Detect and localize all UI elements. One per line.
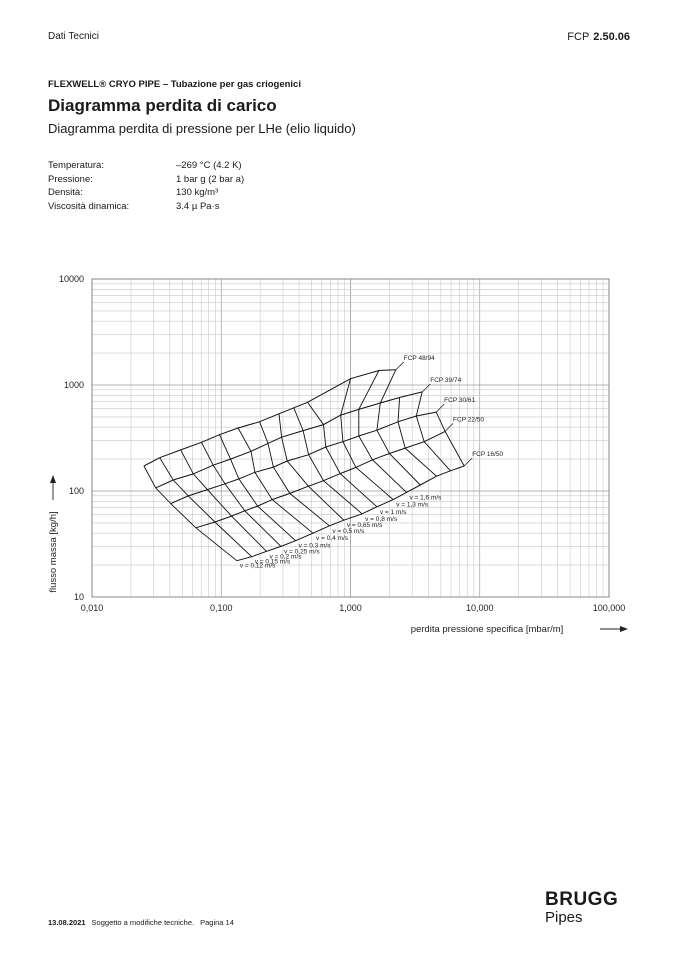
velocity-label: v = 0,4 m/s bbox=[316, 535, 349, 543]
footer-note: Soggetto a modifiche tecniche. bbox=[91, 918, 195, 927]
velocity-label: v = 0,25 m/s bbox=[284, 548, 320, 556]
page-title: Diagramma perdita di carico bbox=[48, 96, 277, 115]
pipe-label: FCP 16/50 bbox=[472, 451, 504, 459]
velocity-line bbox=[398, 398, 437, 477]
y-axis-label: flusso massa [kg/h] bbox=[48, 511, 59, 593]
page-subtitle: Diagramma perdita di pressione per LHe (elio liquido) bbox=[48, 121, 356, 136]
y-tick-label: 10 bbox=[73, 592, 84, 602]
velocity-label: v = 0,15 m/s bbox=[254, 558, 291, 566]
section-label: Dati Tecnici bbox=[48, 31, 99, 42]
x-axis-arrow-head bbox=[620, 626, 628, 632]
x-tick-label: 0,100 bbox=[209, 603, 233, 613]
document-code-prefix: FCP bbox=[567, 31, 590, 43]
velocity-label: v = 1,3 m/s bbox=[396, 501, 429, 509]
x-tick-label: 10,000 bbox=[465, 603, 494, 613]
chart-grid bbox=[92, 279, 609, 597]
velocity-label: v = 0,2 m/s bbox=[269, 553, 302, 561]
parameter-value: 1 bar g (2 bar a) bbox=[176, 173, 245, 185]
velocity-line bbox=[359, 371, 407, 493]
footer-page: Pagina 14 bbox=[200, 918, 234, 927]
footer-date: 13.08.2021 bbox=[48, 918, 86, 927]
velocity-label: v = 0,12 m/s bbox=[239, 562, 276, 570]
velocity-label: v = 1,6 m/s bbox=[409, 494, 442, 502]
velocity-label: v = 0,8 m/s bbox=[365, 515, 398, 523]
velocity-label: v = 0,3 m/s bbox=[298, 542, 331, 550]
velocity-label: v = 1 m/s bbox=[379, 508, 407, 516]
pipe-label-leader bbox=[436, 404, 444, 412]
pipe-label-leader bbox=[396, 362, 404, 370]
velocity-line bbox=[238, 428, 313, 533]
pipe-curve bbox=[196, 431, 445, 530]
y-axis-arrow-head bbox=[50, 475, 56, 483]
parameter-value: 130 kg/m³ bbox=[176, 187, 219, 199]
parameter-label: Viscosità dinamica: bbox=[48, 200, 130, 212]
pipe-label: FCP 22/50 bbox=[453, 416, 485, 424]
velocity-label: v = 0,65 m/s bbox=[346, 522, 383, 530]
y-tick-label: 10000 bbox=[58, 274, 84, 284]
y-tick-label: 100 bbox=[68, 486, 84, 496]
parameter-label: Pressione: bbox=[48, 173, 93, 185]
brugg-logo bbox=[545, 890, 618, 926]
parameter-value: 3.4 µ Pa·s bbox=[176, 200, 220, 212]
velocity-line bbox=[220, 435, 296, 541]
pipe-label: FCP 39/74 bbox=[430, 376, 462, 384]
pipe-label: FCP 30/61 bbox=[444, 397, 476, 405]
parameter-value: –269 °C (4.2 K) bbox=[176, 160, 242, 171]
x-tick-label: 100,000 bbox=[592, 603, 626, 613]
parameter-label: Temperatura: bbox=[48, 160, 104, 171]
pipe-label: FCP 48/94 bbox=[403, 354, 435, 362]
logo-sub: Pipes bbox=[545, 909, 583, 926]
velocity-line bbox=[294, 408, 362, 514]
velocity-label: v = 0,5 m/s bbox=[332, 527, 365, 535]
x-tick-label: 1,000 bbox=[339, 603, 362, 613]
document-code-number: 2.50.06 bbox=[593, 31, 630, 43]
pipe-curve bbox=[171, 412, 437, 504]
velocity-line bbox=[260, 422, 330, 526]
x-axis-label: perdita pressione specifica [mbar/m] bbox=[410, 624, 564, 635]
product-line: FLEXWELL® CRYO PIPE – Tubazione per gas criogenici bbox=[48, 79, 301, 90]
parameter-label: Densità: bbox=[48, 187, 83, 199]
footer bbox=[48, 918, 240, 927]
y-tick-label: 1000 bbox=[63, 380, 84, 390]
x-tick-label: 0,010 bbox=[80, 603, 104, 613]
logo-brand: BRUGG bbox=[545, 889, 619, 910]
